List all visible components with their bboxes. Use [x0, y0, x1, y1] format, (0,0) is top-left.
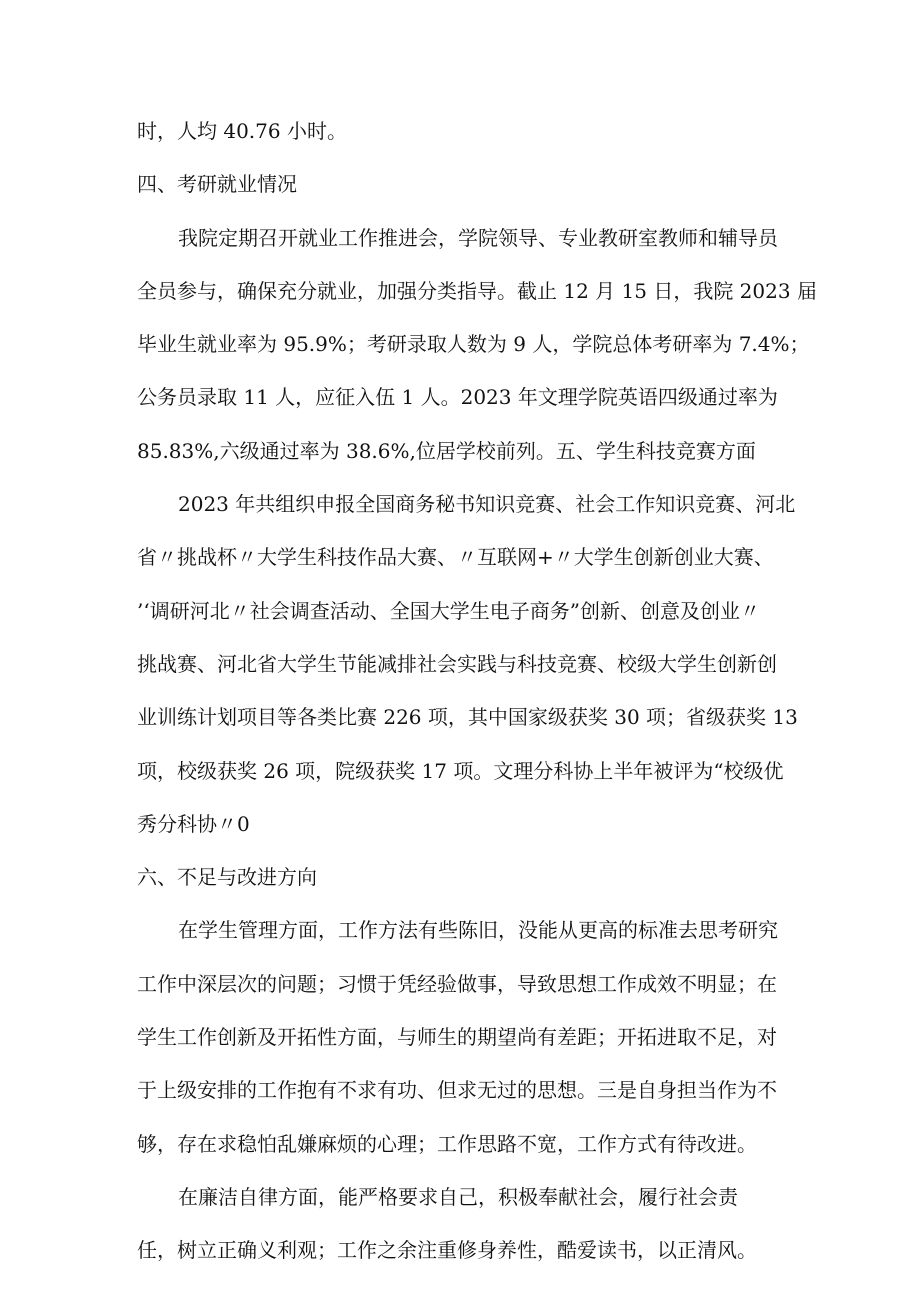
text-line: 于上级安排的工作抱有不求有功、但求无过的思想。三是自身担当作为不 [137, 1078, 777, 1102]
text-line: 在学生管理方面，工作方法有些陈旧，没能从更高的标准去思考研究 [178, 918, 778, 942]
text-line: 毕业生就业率为 95.9%；考研录取人数为 9 人，学院总体考研率为 7.4%； [137, 332, 810, 356]
text-line: 在廉洁自律方面，能严格要求自己，积极奉献社会，履行社会责 [178, 1185, 738, 1209]
text-line: 任，树立正确义利观；工作之余注重修身养性，酷爱读书，以正清风。 [137, 1238, 757, 1262]
text-line: 时，人均 40.76 小时。 [137, 119, 347, 143]
text-line: 学生工作创新及开拓性方面，与师生的期望尚有差距；开拓进取不足，对 [137, 1025, 777, 1049]
text-line: 2023 年共组织申报全国商务秘书知识竞赛、社会工作知识竞赛、河北 [178, 492, 796, 516]
text-line: 项，校级获奖 26 项，院级获奖 17 项。文理分科协上半年被评为“校级优 [137, 759, 784, 783]
text-line: 挑战赛、河北省大学生节能减排社会实践与科技竞赛、校级大学生创新创 [137, 652, 777, 676]
text-line: 够，存在求稳怕乱嫌麻烦的心理；工作思路不宽，工作方式有待改进。 [137, 1132, 757, 1156]
section-heading: 六、不足与改进方向 [137, 865, 317, 889]
text-line: ’‘调研河北〃社会调查活动、全国大学生电子商务”创新、创意及创业〃 [137, 599, 760, 623]
text-line: 我院定期召开就业工作推进会，学院领导、专业教研室教师和辅导员 [178, 226, 778, 250]
text-line: 公务员录取 11 人，应征入伍 1 人。2023 年文理学院英语四级通过率为 [137, 385, 778, 409]
text-line: 工作中深层次的问题；习惯于凭经验做事，导致思想工作成效不明显；在 [137, 972, 777, 996]
text-line: 85.83%,六级通过率为 38.6%,位居学校前列。五、学生科技竞赛方面 [137, 439, 756, 463]
text-line: 全员参与，确保充分就业，加强分类指导。截止 12 月 15 日，我院 2023 届 [137, 279, 817, 303]
text-line: 省〃挑战杯〃大学生科技作品大赛、〃互联网+〃大学生创新创业大赛、 [137, 545, 774, 569]
text-line: 业训练计划项目等各类比赛 226 项，其中国家级获奖 30 项；省级获奖 13 [137, 705, 798, 729]
section-heading: 四、考研就业情况 [137, 172, 297, 196]
text-line: 秀分科协〃0 [137, 812, 250, 836]
